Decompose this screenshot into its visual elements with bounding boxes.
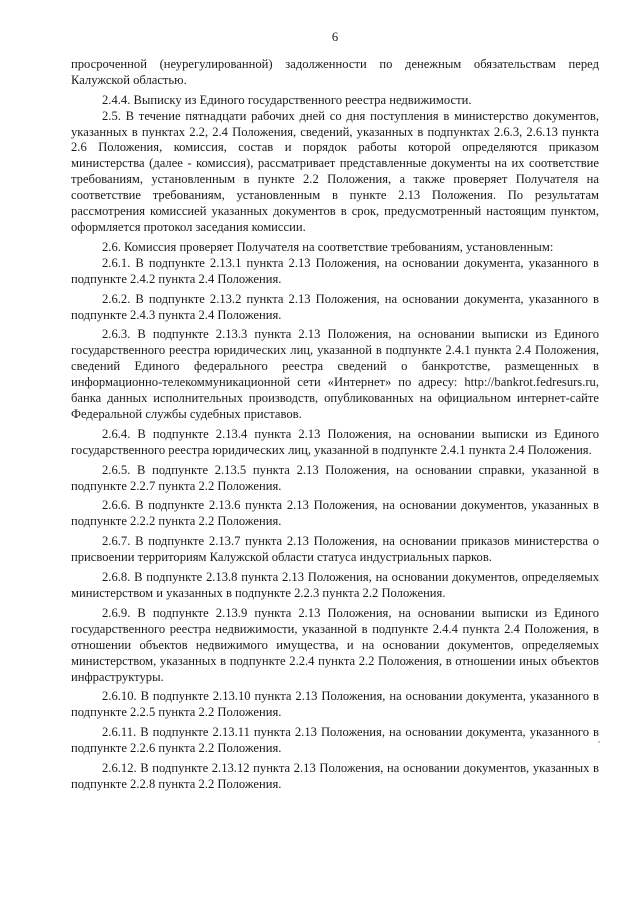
paragraph-2-6-4: 2.6.4. В подпункте 2.13.4 пункта 2.13 Положения, на основании выписки из Единого государственного реестра юридических лиц, указанной в подпункте 2.4.1 пункта 2.4 Положения. [71, 426, 599, 457]
paragraph-continuation: просроченной (неурегулированной) задолженности по денежным обязательствам перед Калужской областью. [71, 56, 599, 87]
paragraph-2-6-8: 2.6.8. В подпункте 2.13.8 пункта 2.13 Положения, на основании документов, определяемых министерством и указанных в подпункте 2.2.3 пункта 2.2 Положения. [71, 570, 599, 600]
paragraph-2-6-1: 2.6.1. В подпункте 2.13.1 пункта 2.13 Положения, на основании документа, указанного в подпункте 2.4.2 пункта 2.4 Положения. [71, 255, 599, 286]
paragraph-2-4-4: 2.4.4. Выписку из Единого государственного реестра недвижимости. [102, 92, 472, 107]
paragraph-2-6-12: 2.6.12. В подпункте 2.13.12 пункта 2.13 Положения, на основании документов, указанных в подпункте 2.2.8 пункта 2.2 Положения. [71, 761, 599, 791]
paragraph-2-5: 2.5. В течение пятнадцати рабочих дней со дня поступления в министерство документов, указанных в пунктах 2.2, 2.4 Положения, сведений, указанных в подпунктах 2.6.3, 2.6.13 пункта 2.6 Положения, комиссия, состав и порядок работы которой определяются приказом министерства (далее - комиссия), рассматривает представленные документы на их соответствие требованиям, установленным в пункте 2.2 Положения, а также проверяет Получателя на соответствие требованиям, установленным в пункте 2.13 Положения. По результатам рассмотрения комиссией указанных документов в срок, предусмотренный настоящим пунктом, оформляется протокол заседания комиссии. [71, 108, 599, 234]
paragraph-2-6-5: 2.6.5. В подпункте 2.13.5 пункта 2.13 Положения, на основании справки, указанной в подпункте 2.2.7 пункта 2.2 Положения. [71, 462, 599, 493]
scan-speck [598, 741, 600, 743]
paragraph-2-6: 2.6. Комиссия проверяет Получателя на соответствие требованиям, установленным: [102, 239, 554, 254]
paragraph-2-6-6: 2.6.6. В подпункте 2.13.6 пункта 2.13 Положения, на основании документов, указанных в подпункте 2.2.2 пункта 2.2 Положения. [71, 498, 599, 529]
paragraph-2-6-11: 2.6.11. В подпункте 2.13.11 пункта 2.13 Положения, на основании документа, указанного в подпункте 2.2.6 пункта 2.2 Положения. [71, 725, 599, 756]
page-number: 6 [331, 30, 339, 44]
paragraph-2-6-2: 2.6.2. В подпункте 2.13.2 пункта 2.13 Положения, на основании документа, указанного в подпункте 2.4.3 пункта 2.4 Положения. [71, 291, 599, 322]
paragraph-2-6-3: 2.6.3. В подпункте 2.13.3 пункта 2.13 Положения, на основании выписки из Единого государственного реестра юридических лиц, указанной в подпункте 2.4.1 пункта 2.4 Положения, сведений Единого федерального реестра сведений о банкротстве, размещенных в информационно-телекоммуникационной сети «Интернет» по адресу: http://bankrot.fedresurs.ru, банка данных исполнительных производств, опубликованных на официальном интернет-сайте Федеральной службы судебных приставов. [71, 327, 599, 421]
paragraph-2-6-10: 2.6.10. В подпункте 2.13.10 пункта 2.13 Положения, на основании документа, указанного в подпункте 2.2.5 пункта 2.2 Положения. [71, 689, 599, 720]
paragraph-2-6-9: 2.6.9. В подпункте 2.13.9 пункта 2.13 Положения, на основании выписки из Единого государственного реестра недвижимости, указанной в подпункте 2.4.4 пункта 2.4 Положения, в отношении объектов недвижимого имущества, и на основании документов, определяемых министерством, указанных в подпункте 2.2.4 пункта 2.2 Положения, в отношении иных объектов инфраструктуры. [71, 605, 599, 684]
paragraph-2-6-7: 2.6.7. В подпункте 2.13.7 пункта 2.13 Положения, на основании приказов министерства о присвоении территориям Калужской области статуса индустриальных парков. [71, 534, 599, 565]
